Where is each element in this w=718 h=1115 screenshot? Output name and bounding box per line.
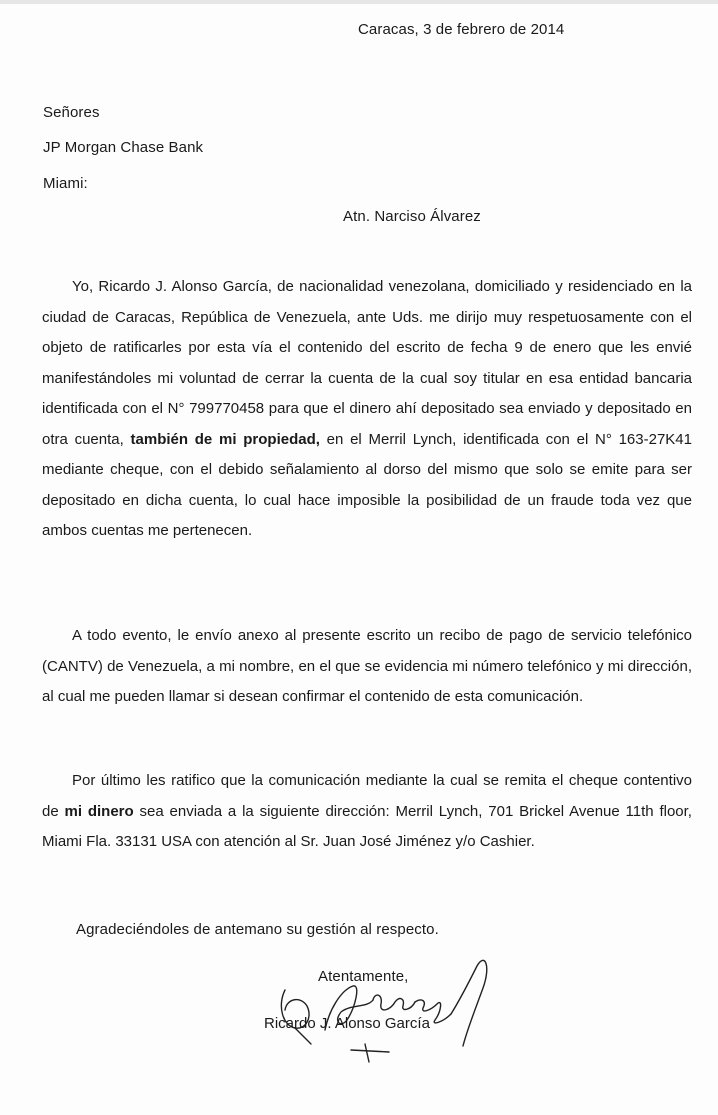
paragraph-3-part2: sea enviada a la siguiente dirección: Merril Lynch, 701 Brickel Avenue 11th floor, Miami Fla. 33131 USA con atención al Sr. Juan José Jiménez y/o Cashier. — [42, 802, 692, 850]
date-line: Caracas, 3 de febrero de 2014 — [358, 21, 565, 38]
paragraph-3-bold: mi dinero — [64, 802, 134, 820]
recipient-city: Miami: — [43, 175, 88, 192]
closing-line: Atentamente, — [318, 968, 409, 985]
paragraph-1-bold: también de mi propiedad, — [130, 430, 320, 448]
thanks-line: Agradeciéndoles de antemano su gestión al respecto. — [76, 921, 439, 938]
paragraph-1-part1: Yo, Ricardo J. Alonso García, de nacionalidad venezolana, domiciliado y residenciado en la ciudad de Caracas, República de Venezuela, ante Uds. me dirijo muy respetuosamente con el objeto de ratificarles por esta vía el contenido del escrito de fecha 9 de enero que les envié manifestándoles mi voluntad de cerrar la cuenta de la cual soy titular en esa entidad bancaria identificada con el N° 799770458 para que el dinero ahí depositado sea enviado y depositado en otra cuenta, — [42, 278, 692, 448]
paragraph-3 — [42, 766, 692, 858]
recipient-bank: JP Morgan Chase Bank — [43, 139, 204, 156]
paragraph-1-part2: en el Merril Lynch, identificada con el N° 163-27K41 mediante cheque, con el debido señalamiento al dorso del mismo que solo se emite para ser depositado en dicha cuenta, lo cual hace imposible la posibilidad de un fraude toda vez que ambos cuentas me pertenecen. — [42, 430, 692, 539]
signature-name: Ricardo J. Alonso García — [264, 1015, 430, 1032]
paragraph-1 — [42, 272, 692, 547]
paragraph-2: A todo evento, le envío anexo al presente escrito un recibo de pago de servicio telefónico (CANTV) de Venezuela, a mi nombre, en el que se evidencia mi número telefónico y mi dirección, al cual me pueden llamar si desean confirmar el contenido de esta comunicación. — [42, 627, 692, 705]
attention-line: Atn. Narciso Álvarez — [343, 208, 481, 225]
scan-top-edge — [0, 0, 718, 4]
salutation: Señores — [43, 104, 100, 121]
handwritten-signature — [255, 948, 495, 1063]
paragraph-3-part1: Por último les ratifico que la comunicación mediante la cual se remita el cheque contentivo de — [42, 772, 692, 820]
